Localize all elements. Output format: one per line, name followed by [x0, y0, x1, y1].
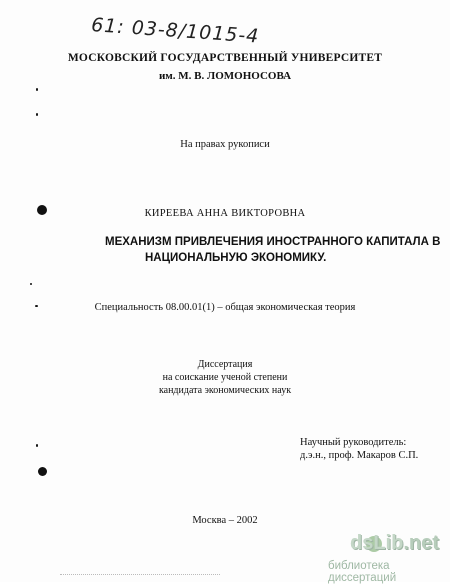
university-name: МОСКОВСКИЙ ГОСУДАРСТВЕННЫЙ УНИВЕРСИТЕТ — [67, 52, 383, 64]
thesis-title-line2: НАЦИОНАЛЬНУЮ ЭКОНОМИКУ. — [145, 252, 327, 264]
dissertation-block — [0, 358, 450, 397]
university-subtitle: им. М. В. ЛОМОНОСОВА — [158, 70, 292, 82]
author-name: КИРЕЕВА АННА ВИКТОРОВНА — [144, 208, 306, 219]
scan-speck — [30, 283, 32, 285]
watermark-subtitle: библиотека диссертаций — [328, 560, 397, 584]
supervisor-name: д.э.н., проф. Макаров С.П. — [300, 450, 419, 461]
dissertation-label: Диссертация — [197, 359, 253, 370]
punch-hole-mark — [37, 205, 47, 215]
watermark-logo: dsLib.net — [350, 532, 439, 554]
supervisor-block — [300, 436, 418, 462]
specialty-line: Специальность 08.00.01(1) – общая экономическая теория — [94, 302, 356, 313]
scan-speck — [36, 113, 38, 116]
scan-speck — [35, 305, 38, 307]
rights-note: На правах рукописи — [180, 139, 270, 150]
scan-edge-artifact — [60, 574, 220, 581]
supervisor-label: Научный руководитель: — [300, 437, 407, 448]
degree-line: на соискание ученой степени — [162, 372, 288, 383]
degree-field: кандидата экономических наук — [158, 385, 292, 396]
dslib-watermark — [322, 530, 450, 582]
scan-speck — [36, 88, 38, 91]
handwritten-archive-code: 61: 03-8/1015-4 — [90, 14, 261, 48]
city-year: Москва – 2002 — [192, 515, 258, 526]
punch-hole-mark — [38, 467, 47, 476]
scan-speck — [36, 444, 38, 447]
thesis-title-line1: МЕХАНИЗМ ПРИВЛЕЧЕНИЯ ИНОСТРАННОГО КАПИТАЛА В — [105, 236, 441, 248]
